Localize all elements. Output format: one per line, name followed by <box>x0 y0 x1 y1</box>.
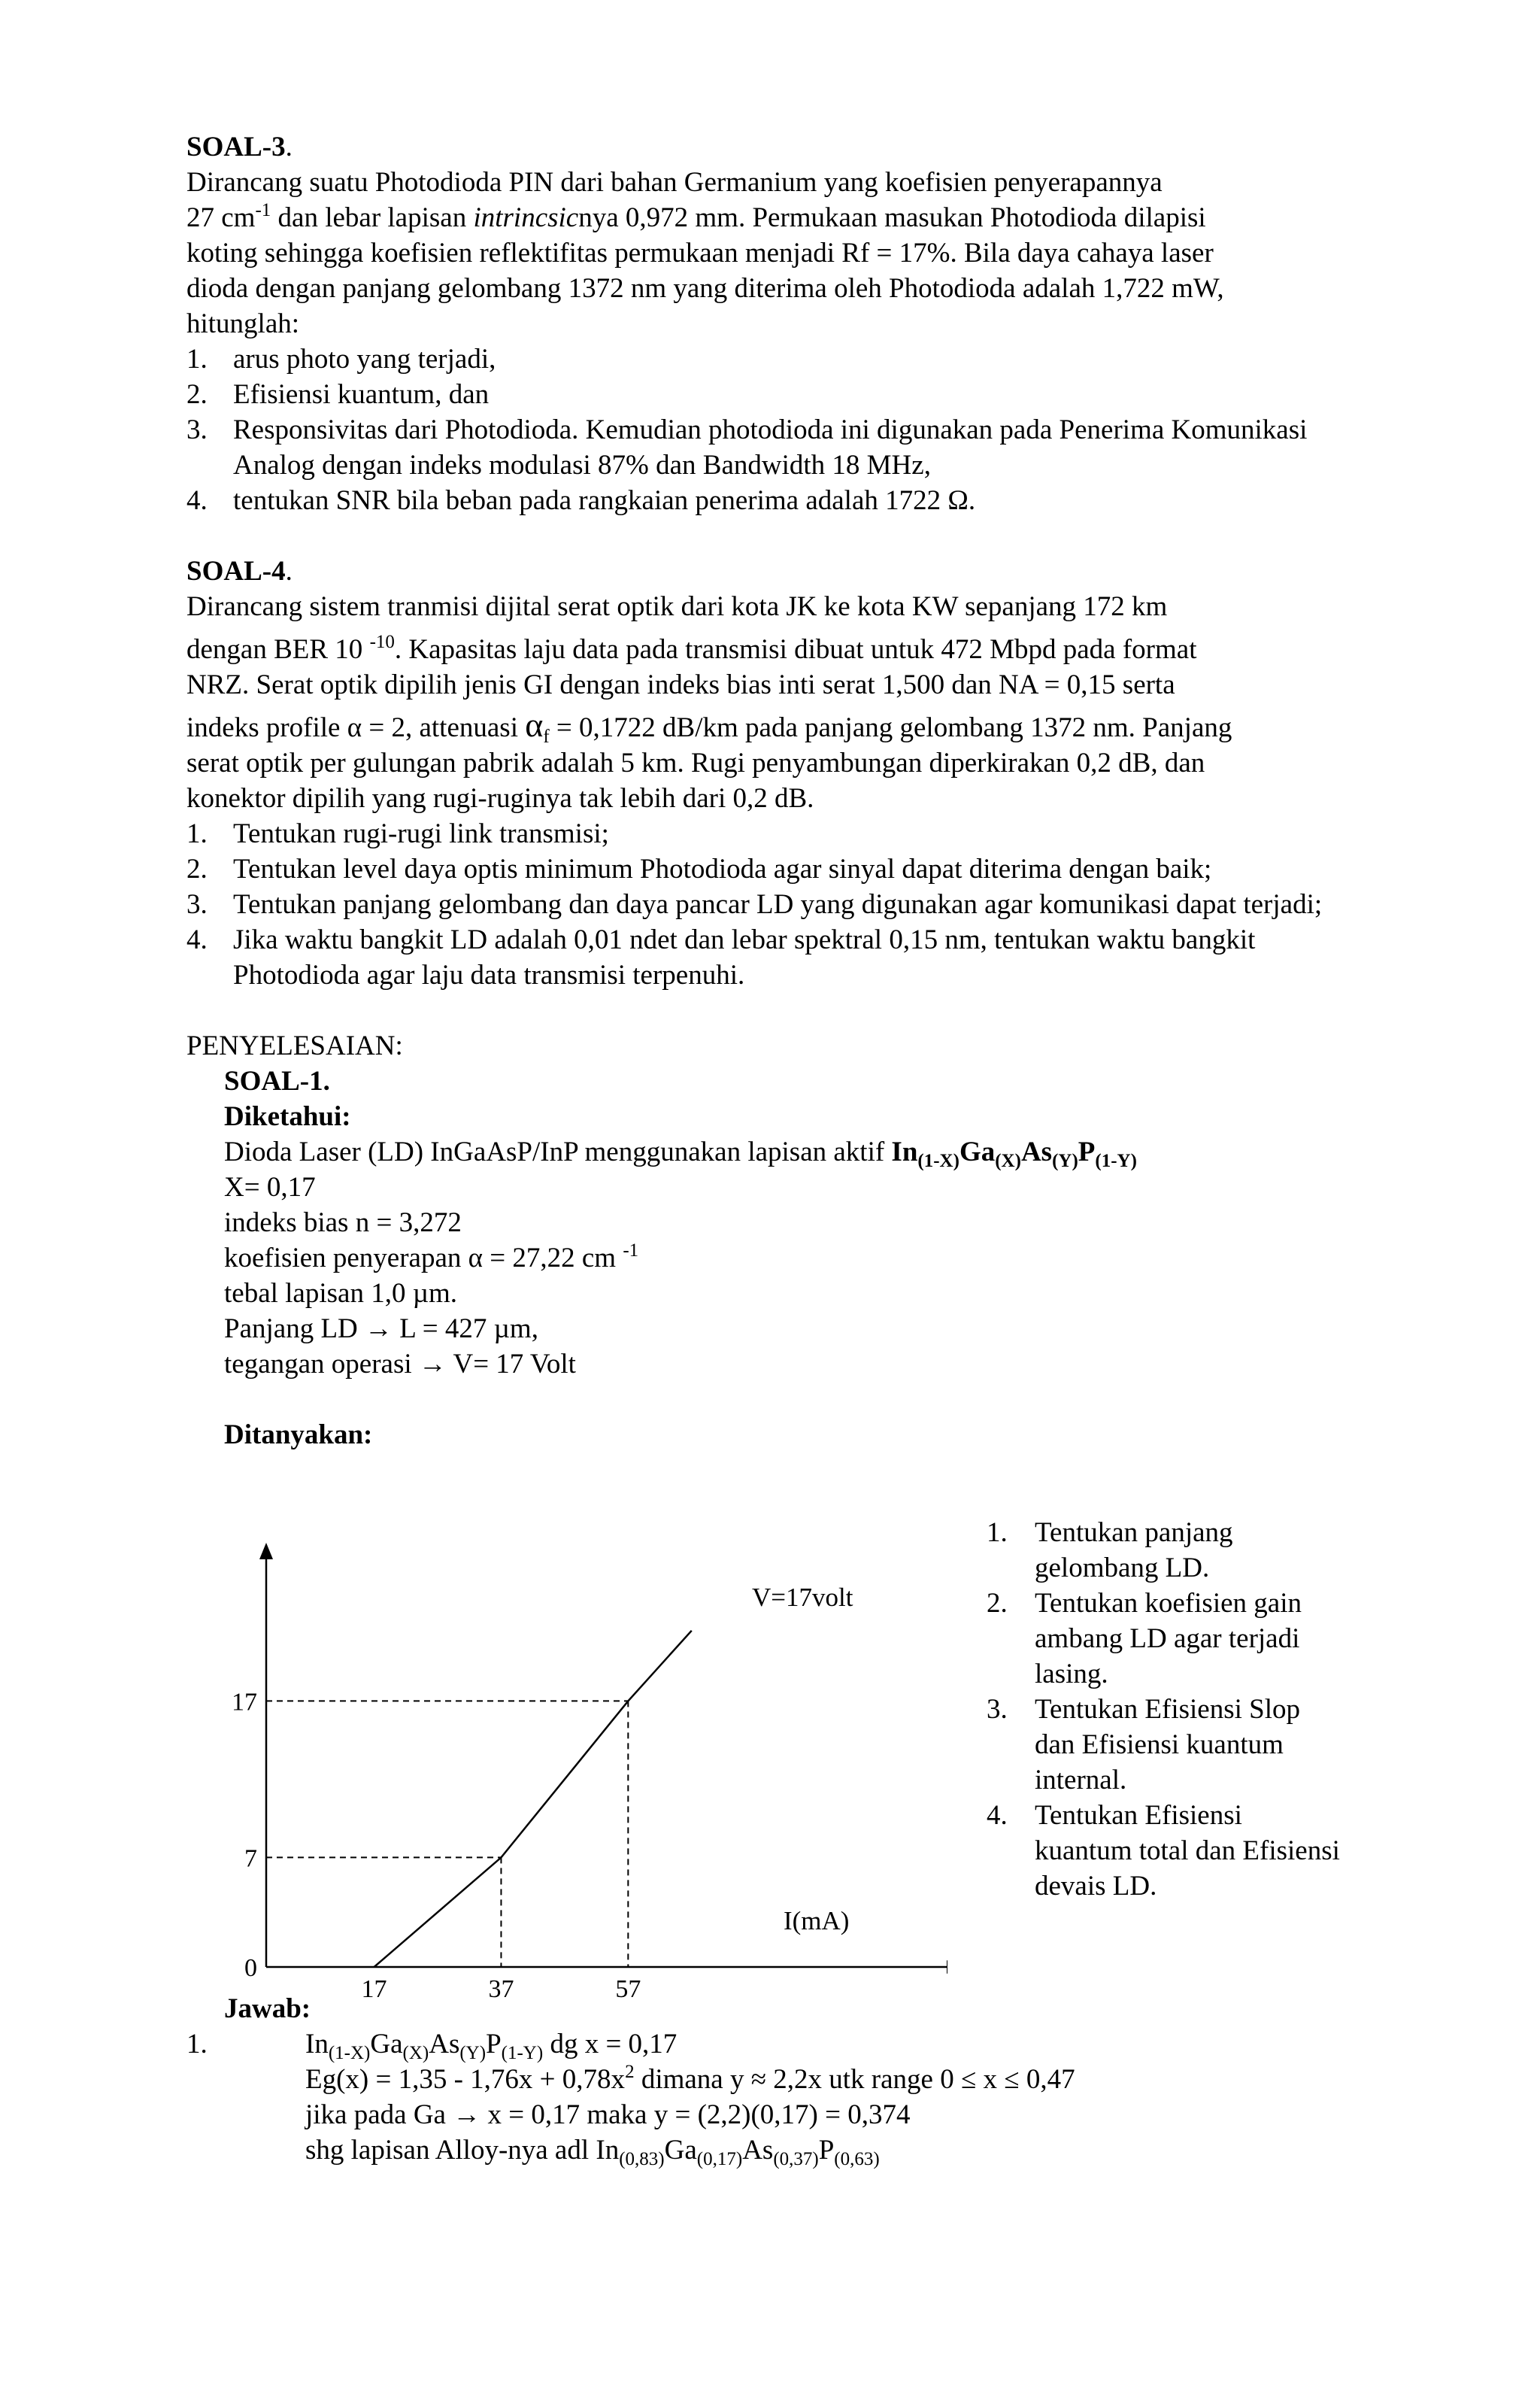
list-item: 4. Tentukan Efisiensi kuantum total dan Efisiensi devais LD. <box>987 1800 1340 1902</box>
list-item: 4. tentukan SNR bila beban pada rangkaian penerima adalah 1722 Ω. <box>186 485 976 516</box>
y-tick-label-7: 7 <box>244 1844 257 1873</box>
x-axis-label: I(mA) <box>784 1906 850 1935</box>
soal4-line4: indeks profile α = 2, attenuasi $\alpha_f = 0,1722$ dB/km pada panjang gelombang 1372 nm. Panjang <box>186 706 1232 747</box>
jawab-title: Jawab: <box>224 1993 311 2024</box>
y-tick-label-0: 0 <box>244 1954 257 1982</box>
soal3-list <box>186 341 1360 518</box>
x-tick-label-17: 17 <box>361 1975 387 2003</box>
list-item: 2. Efisiensi kuantum, dan <box>186 379 490 410</box>
jawab-line-2: $Eg(x) = 1,35 - 1,76x + 0,78x^2$ dimana y ≈ 2,2x utk range 0 ≤ x ≤ 0,47 <box>305 2062 1075 2095</box>
jawab-line-4: shg lapisan Alloy-nya adl $In_{(0,83)}Ga_{(0,17)}As_{(0,37)}P_{(0,63)}$ <box>305 2135 880 2169</box>
ditanyakan-list <box>987 1515 1340 1904</box>
given-line: tegangan operasi → V= 17 Volt <box>224 1349 576 1380</box>
series-label: V=17volt <box>752 1583 853 1612</box>
list-item: 1. Tentukan rugi-rugi link transmisi; <box>186 818 609 849</box>
ditanyakan-title: Ditanyakan: <box>224 1419 373 1450</box>
given-line: indeks bias n = 3,272 <box>224 1207 462 1238</box>
vi-chart <box>226 1538 947 2020</box>
soal3-paragraph: Dirancang suatu Photodioda PIN dari bahan Germanium yang koefisien penyerapannya 27 $cm^{-1}$ dan lebar lapisan intrincsicnya 0,972 mm. Permukaan masukan Photodioda dilapisi koting sehingga koefisien reflektifitas permukaan menjadi Rf = 17%. Bila daya cahaya laser dioda dengan panjang gelombang 1372 nm yang diterima oleh Photodioda adalah 1,722 mW, hitunglah: <box>186 165 1360 341</box>
given-line: X= 0,17 <box>224 1172 316 1203</box>
y-axis-arrow <box>259 1543 273 1559</box>
soal3-title: SOAL-3. <box>186 132 293 162</box>
x-tick-label-57: 57 <box>615 1975 641 2003</box>
soal4-list <box>186 816 1360 993</box>
diketahui-title: Diketahui: <box>224 1101 351 1132</box>
list-item: 1. arus photo yang terjadi, <box>186 344 496 375</box>
soal3-line2: 27 $cm^{-1}$ dan lebar lapisan intrincsicnya 0,972 mm. Permukaan masukan Photodioda dilapisi <box>186 200 1206 233</box>
x-tick-label-37: 37 <box>488 1975 514 2003</box>
soal4-paragraph: Dirancang sistem tranmisi dijital serat optik dari kota JK ke kota KW sepanjang 172 km dengan BER 10 $^{-10}$. Kapasitas laju data pada transmisi dibuat untuk 472 Mbpd pada format NRZ. Serat optik dipilih jenis GI dengan indeks bias inti serat 1,500 dan NA = 0,15 serta indeks profile α = 2, attenuasi $\alpha_f = 0,1722$ dB/km pada panjang gelombang 1372 nm. Panjang serat optik per gulungan pabrik adalah 5 km. Rugi penyambungan diperkirakan 0,2 dB, dan konektor dipilih yang rugi-ruginya tak lebih dari 0,2 dB. <box>186 589 1360 816</box>
given-line: Dioda Laser (LD) InGaAsP/InP menggunakan lapisan aktif $In_{(1-X)}Ga_{(X)}As_{(Y)}P_{(1-Y)}$ <box>224 1137 1137 1171</box>
soal4-line2: dengan BER 10 $^{-10}$. Kapasitas laju data pada transmisi dibuat untuk 472 Mbpd pada format <box>186 632 1197 665</box>
y-tick-label-17: 17 <box>232 1688 257 1716</box>
list-item: 3. Responsivitas dari Photodioda. Kemudian photodioda ini digunakan pada Penerima Komunikasi Analog dengan indeks modulasi 87% dan Bandwidth 18 MHz, <box>186 414 1308 481</box>
list-item: 3. Tentukan Efisiensi Slop dan Efisiensi kuantum internal. <box>987 1694 1300 1795</box>
given-line: Panjang LD → L = 427 µm, <box>224 1313 538 1344</box>
jawab-line-3: jika pada Ga → x = 0,17 maka y = (2,2)(0,17) = 0,374 <box>305 2099 911 2130</box>
list-item: 1. Tentukan panjang gelombang LD. <box>987 1517 1233 1583</box>
soal4-title: SOAL-4. <box>186 556 293 587</box>
list-item: 2. Tentukan level daya optis minimum Photodioda agar sinyal dapat diterima dengan baik; <box>186 854 1212 885</box>
given-line: koefisien penyerapan α = 27,22 cm $^{-1}$ <box>224 1240 639 1273</box>
soal1-title: SOAL-1. <box>224 1066 330 1097</box>
series-line <box>374 1631 692 1967</box>
soal1-section <box>186 1064 1360 1452</box>
penyelesaian-heading: PENYELESAIAN: <box>186 1031 403 1061</box>
list-item: 3. Tentukan panjang gelombang dan daya pancar LD yang digunakan agar komunikasi dapat terjadi; <box>186 889 1323 920</box>
list-item: 4. Jika waktu bangkit LD adalah 0,01 ndet dan lebar spektral 0,15 nm, tentukan waktu bangkit Photodioda agar laju data transmisi terpenuhi. <box>186 924 1256 991</box>
given-line: tebal lapisan 1,0 µm. <box>224 1278 458 1309</box>
list-item: 2. Tentukan koefisien gain ambang LD agar terjadi lasing. <box>987 1588 1302 1689</box>
jawab-line-1: 1. $In_{(1-X)}Ga_{(X)}As_{(Y)}P_{(1-Y)}$ dg x = 0,17 <box>186 2029 678 2063</box>
